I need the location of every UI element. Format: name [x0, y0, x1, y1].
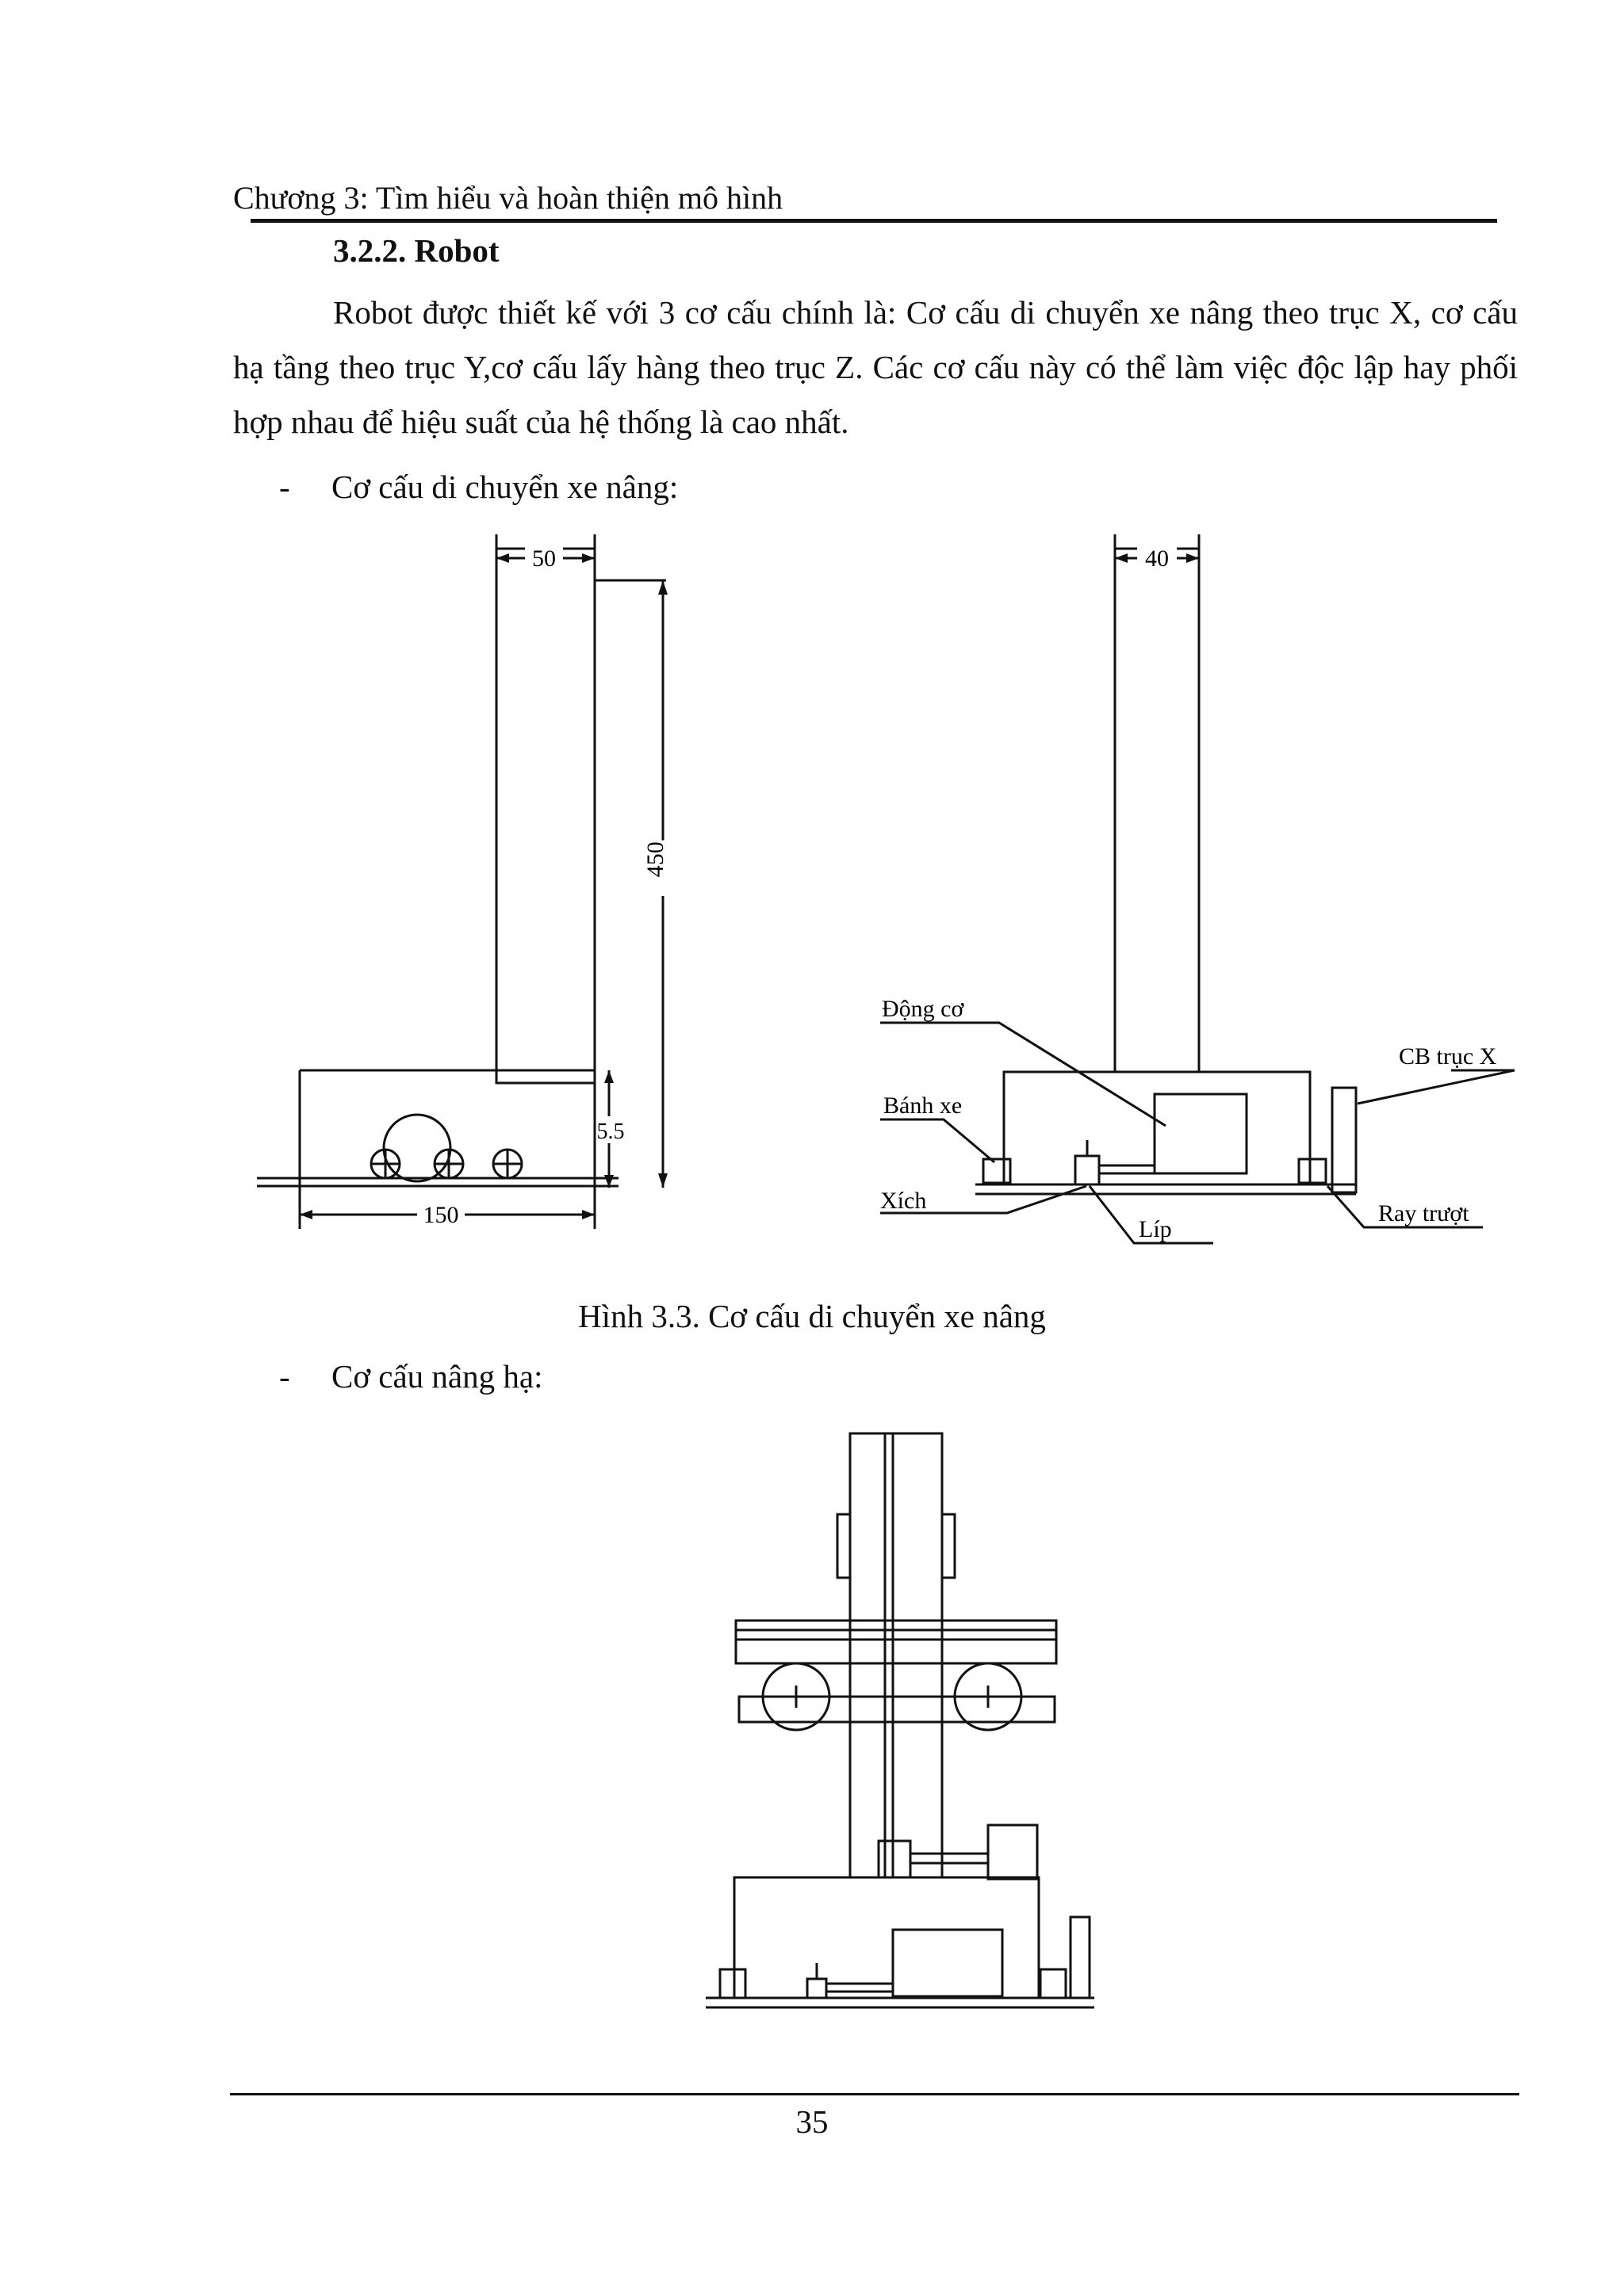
chapter-header: Chương 3: Tìm hiểu và hoàn thiện mô hình — [233, 180, 783, 216]
dim-top-label: 40 — [1145, 545, 1169, 572]
label-sprocket: Líp — [1139, 1216, 1172, 1242]
section-title: 3.2.2. Robot — [333, 232, 500, 269]
dim-small-label: 5.5 — [596, 1119, 625, 1144]
sensor-post — [1071, 1917, 1090, 1998]
motor-box — [1155, 1094, 1247, 1173]
label-rail: Ray trượt — [1378, 1200, 1469, 1226]
label-wheel: Bánh xe — [883, 1093, 963, 1119]
lift-column — [850, 1433, 942, 1877]
figure-left-drawing — [238, 523, 682, 1253]
leader-sensor — [1358, 1070, 1515, 1104]
label-motor: Động cơ — [882, 996, 964, 1022]
section-paragraph: Robot được thiết kế với 3 cơ cấu chính là: Cơ cấu di chuyển xe nâng theo trục X, cơ cấu hạ tầng theo trục Y,cơ cấu lấy hàng theo trục Z. Các cơ cấu này có thể làm việc độc lập hay phối hợp nhau để hiệu suất của hệ thống là cao nhất. — [233, 294, 1518, 440]
sensor-post — [1332, 1088, 1356, 1192]
carriage-body — [1004, 1072, 1310, 1184]
figure-caption: Hình 3.3. Cơ cấu di chuyển xe nâng — [578, 1298, 1046, 1334]
footer-rule — [230, 2093, 1519, 2095]
label-chain: Xích — [880, 1188, 927, 1214]
wheel-left-block — [983, 1159, 1010, 1183]
base-body — [734, 1877, 1039, 1998]
figure-right-drawing — [848, 523, 1546, 1253]
label-sensor: CB trục X — [1399, 1043, 1497, 1070]
bullet-dash: - — [279, 1358, 290, 1395]
wheel-right-block — [1299, 1159, 1326, 1183]
leader-wheel — [880, 1119, 994, 1162]
bullet-text: Cơ cấu nâng hạ: — [331, 1358, 543, 1395]
bullet-text: Cơ cấu di chuyển xe nâng: — [331, 469, 679, 505]
header-rule — [251, 219, 1497, 223]
lift-motor — [988, 1825, 1037, 1879]
lift-platform — [736, 1640, 1056, 1663]
figure-lifting-mechanism — [682, 1419, 1142, 2038]
base-motor — [893, 1930, 1002, 1996]
drive-wheel — [384, 1115, 450, 1181]
dim-bottom-label: 150 — [423, 1202, 459, 1228]
dim-top-label: 50 — [532, 545, 556, 572]
column-outline — [496, 549, 595, 1083]
column-outline — [1115, 549, 1199, 1072]
sprocket-block — [1075, 1156, 1099, 1184]
bullet-dash: - — [279, 469, 290, 505]
page-number: 35 — [795, 2103, 829, 2140]
dim-height-label: 450 — [642, 841, 668, 878]
